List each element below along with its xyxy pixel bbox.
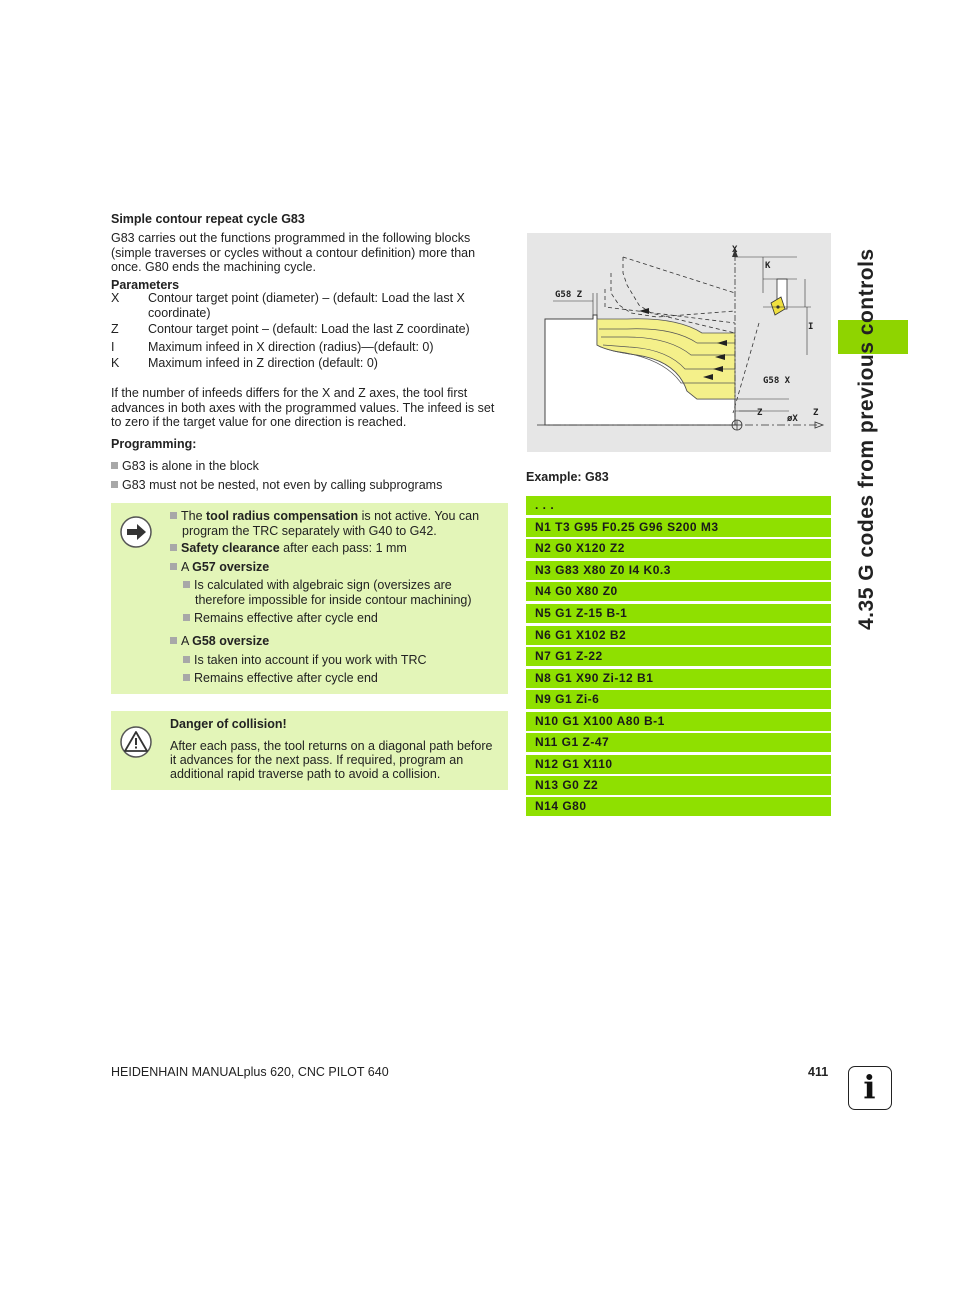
code-line: N4 G0 X80 Z0 xyxy=(526,582,831,601)
bullet-icon xyxy=(170,637,177,644)
note-text: is not active. You can xyxy=(358,509,480,523)
label-x: X xyxy=(732,245,738,255)
parameter-key: I xyxy=(111,340,115,354)
infeed-line: to zero if the target value for one direction is reached. xyxy=(111,415,407,429)
note-text: therefore impossible for inside contour machining) xyxy=(195,592,472,607)
code-line: N3 G83 X80 Z0 I4 K0.3 xyxy=(526,561,831,580)
bullet-icon xyxy=(183,674,190,681)
code-line: N10 G1 X100 A80 B-1 xyxy=(526,712,831,731)
label-g58x: G58 X xyxy=(763,376,791,386)
g83-cycle-figure xyxy=(527,233,831,452)
programming-item xyxy=(111,478,442,493)
warning-line: After each pass, the tool returns on a diagonal path before xyxy=(170,739,493,753)
note-text: Remains effective after cycle end xyxy=(194,611,378,625)
parameters-label: Parameters xyxy=(111,278,180,292)
intro-paragraph xyxy=(111,231,511,275)
code-line: N5 G1 Z-15 B-1 xyxy=(526,604,831,623)
intro-line: (simple traverses or cycles without a contour definition) more than xyxy=(111,245,476,260)
note-g57-sub xyxy=(183,578,503,607)
note-g58-sub xyxy=(183,653,427,668)
note-g57 xyxy=(170,560,269,575)
programming-label: Programming: xyxy=(111,437,197,451)
intro-line: once. G80 ends the machining cycle. xyxy=(111,260,316,274)
note-g58-sub xyxy=(183,671,378,686)
chapter-title-container xyxy=(838,210,908,810)
note-text: after each pass: 1 mm xyxy=(279,541,407,555)
note-trc xyxy=(170,509,505,538)
warning-text xyxy=(170,739,505,781)
page-number: 411 xyxy=(808,1065,829,1079)
label-z: Z xyxy=(813,408,819,418)
note-text: program the TRC separately with G40 to G42. xyxy=(182,523,437,538)
label-dx: øX xyxy=(787,414,798,424)
info-note-box xyxy=(111,503,508,694)
parameter-desc-line: coordinate) xyxy=(148,305,211,320)
infeed-line: If the number of infeeds differs for the X and Z axes, the tool first xyxy=(111,386,468,400)
arrow-right-icon xyxy=(119,515,153,549)
code-line: N8 G1 X90 Zi-12 B1 xyxy=(526,669,831,688)
bullet-icon xyxy=(183,656,190,663)
bullet-icon xyxy=(170,512,177,519)
code-line: N1 T3 G95 F0.25 G96 S200 M3 xyxy=(526,518,831,537)
parameter-desc xyxy=(148,291,508,320)
code-line: N11 G1 Z-47 xyxy=(526,733,831,752)
programming-item-text: G83 must not be nested, not even by calling subprograms xyxy=(122,478,443,492)
warning-line: it advances for the next pass. If required, program an xyxy=(170,753,464,767)
parameter-desc: Maximum infeed in X direction (radius)—(default: 0) xyxy=(148,340,434,354)
note-safety xyxy=(170,541,407,556)
bullet-icon xyxy=(170,563,177,570)
note-text: A xyxy=(181,634,193,648)
note-text: The xyxy=(181,509,207,523)
parameter-desc: Contour target point – (default: Load the last Z coordinate) xyxy=(148,322,470,336)
code-line: N9 G1 Zi-6 xyxy=(526,690,831,709)
code-line: N14 G80 xyxy=(526,797,831,816)
parameter-key: K xyxy=(111,356,120,370)
infeed-paragraph xyxy=(111,386,511,430)
note-text: Is calculated with algebraic sign (oversizes are xyxy=(194,578,452,592)
label-g58z: G58 Z xyxy=(555,290,583,300)
infeed-line: advances in both axes with the programmed values. The infeed is set xyxy=(111,400,495,415)
note-bold: tool radius compensation xyxy=(206,509,359,523)
bullet-icon xyxy=(111,462,118,469)
warning-icon xyxy=(119,725,153,759)
note-bold: G57 oversize xyxy=(192,560,270,574)
bullet-icon xyxy=(183,581,190,588)
parameter-desc-line: Contour target point (diameter) – (default: Load the last X xyxy=(148,291,465,305)
note-g58 xyxy=(170,634,269,649)
programming-item-text: G83 is alone in the block xyxy=(122,459,259,473)
bullet-icon xyxy=(183,614,190,621)
section-heading: Simple contour repeat cycle G83 xyxy=(111,212,305,226)
code-line: N2 G0 X120 Z2 xyxy=(526,539,831,558)
chapter-title: 4.35 G codes from previous controls xyxy=(855,248,878,630)
info-glyph: i xyxy=(863,1068,876,1106)
info-icon xyxy=(848,1066,892,1110)
note-bold: Safety clearance xyxy=(181,541,280,555)
code-line: N7 G1 Z-22 xyxy=(526,647,831,666)
warning-title: Danger of collision! xyxy=(170,717,287,731)
code-line: N13 G0 Z2 xyxy=(526,776,831,795)
note-text: Remains effective after cycle end xyxy=(194,671,378,685)
example-label: Example: G83 xyxy=(526,470,609,484)
bullet-icon xyxy=(111,481,118,488)
warning-box xyxy=(111,711,508,790)
bullet-icon xyxy=(170,544,177,551)
warning-line: additional rapid traverse path to avoid a collision. xyxy=(170,767,441,781)
footer-text: HEIDENHAIN MANUALplus 620, CNC PILOT 640 xyxy=(111,1065,389,1079)
intro-line: G83 carries out the functions programmed in the following blocks xyxy=(111,231,471,245)
parameter-key: X xyxy=(111,291,120,305)
label-k: K xyxy=(765,261,771,271)
parameter-desc: Maximum infeed in Z direction (default: 0) xyxy=(148,356,378,370)
note-g57-sub xyxy=(183,611,378,626)
code-line: N6 G1 X102 B2 xyxy=(526,626,831,645)
parameter-key: Z xyxy=(111,322,119,336)
code-line: . . . xyxy=(526,496,831,515)
label-z-arrow: Z xyxy=(757,408,763,418)
label-i: I xyxy=(808,322,814,332)
note-text: Is taken into account if you work with TRC xyxy=(194,653,427,667)
note-text: A xyxy=(181,560,193,574)
code-line: N12 G1 X110 xyxy=(526,755,831,774)
programming-item xyxy=(111,459,259,474)
note-bold: G58 oversize xyxy=(192,634,270,648)
